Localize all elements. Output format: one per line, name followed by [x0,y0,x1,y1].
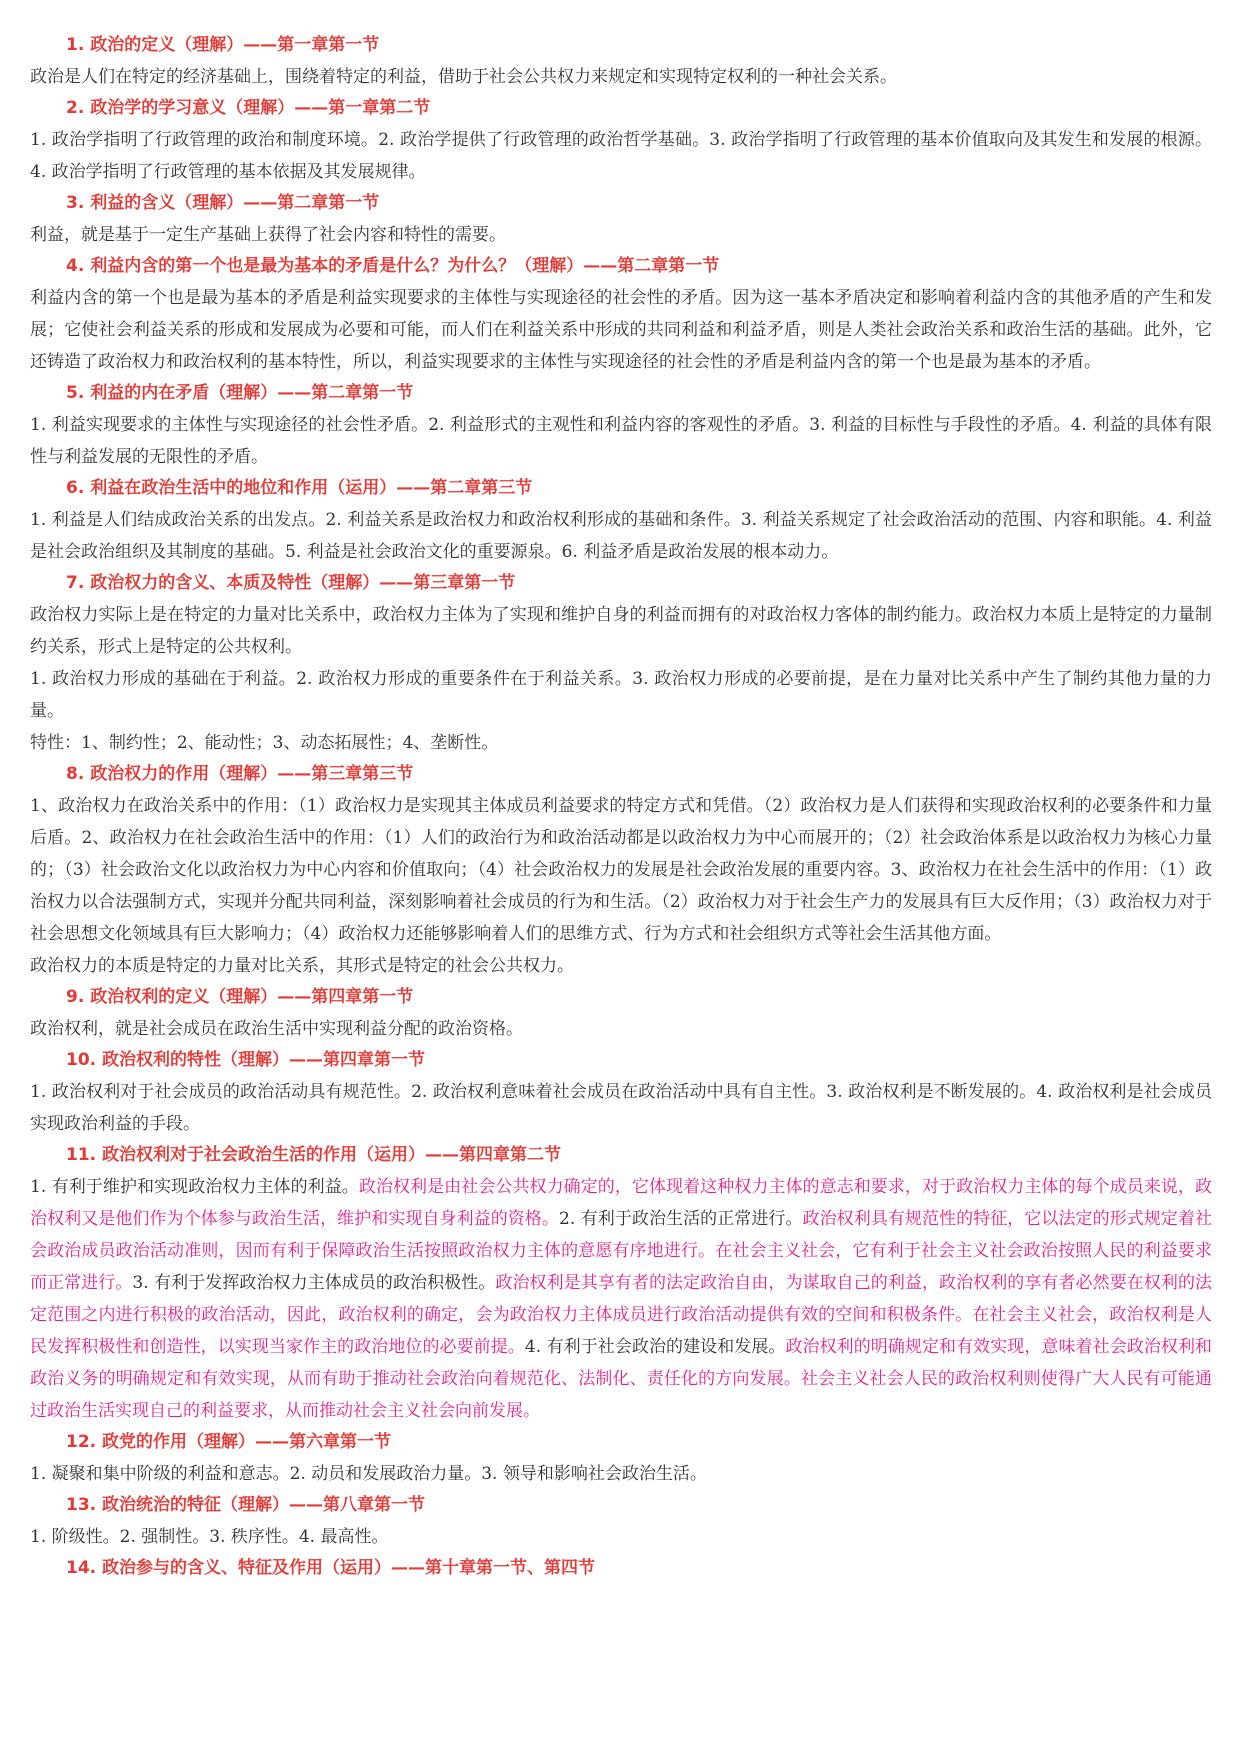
paragraph [30,504,1212,568]
section-7 [30,568,1212,759]
section-heading: 11. 政治权利对于社会政治生活的作用（运用）——第四章第二节 [66,1145,562,1165]
body-text: 特性：1、制约性；2、能动性；3、动态拓展性；4、垄断性。 [30,733,499,753]
body-text: 1. 政治权力形成的基础在于利益。2. 政治权力形成的重要条件在于利益关系。3. 政治权力形成的必要前提，是在力量对比关系中产生了制约其他力量的力量。 [30,669,1212,721]
body-text: 政治权力的本质是特定的力量对比关系，其形式是特定的社会公共权力。 [30,956,574,976]
section-13 [30,1490,1212,1553]
body-text: 政治权利，就是社会成员在政治生活中实现利益分配的政治资格。 [30,1019,523,1039]
paragraph [30,727,1212,759]
section-heading: 1. 政治的定义（理解）——第一章第一节 [66,35,380,55]
paragraph [30,1171,1212,1427]
paragraph [30,61,1212,93]
body-text: 4. 有利于社会政治的建设和发展。 [524,1337,786,1357]
section-8 [30,759,1212,982]
section-heading: 14. 政治参与的含义、特征及作用（运用）——第十章第一节、第四节 [66,1558,596,1578]
body-text: 政治是人们在特定的经济基础上，围绕着特定的利益，借助于社会公共权力来规定和实现特定权利的一种社会关系。 [30,67,897,87]
section-4 [30,251,1212,378]
section-heading: 9. 政治权利的定义（理解）——第四章第一节 [66,987,414,1007]
body-text: 1、政治权力在政治关系中的作用：（1）政治权力是实现其主体成员利益要求的特定方式和凭借。（2）政治权力是人们获得和实现政治权利的必要条件和力量后盾。2、政治权力在社会政治生活中的作用：（1）人们的政治行为和政治活动都是以政治权力为中心而展开的；（2）社会政治体系是以政治权力为核心力量的；（3）社会政治文化以政治权力为中心内容和价值取向；（4）社会政治权力的发展是社会政治发展的重要内容。3、政治权力在社会生活中的作用：（1）政治权力以合法强制方式，实现并分配共同利益，深刻影响着社会成员的行为和生活。（2）政治权力对于社会生产力的发展具有巨大反作用；（3）政治权力对于社会思想文化领域具有巨大影响力；（4）政治权力还能够影响着人们的思维方式、行为方式和社会组织方式等社会生活其他方面。 [30,796,1212,944]
section-heading: 4. 利益内含的第一个也是最为基本的矛盾是什么？为什么？（理解）——第二章第一节 [66,256,720,276]
section-14 [30,1553,1212,1584]
body-text: 政治权力实际上是在特定的力量对比关系中，政治权力主体为了实现和维护自身的利益而拥有的对政治权力客体的制约能力。政治权力本质上是特定的力量制约关系，形式上是特定的公共权利。 [30,605,1212,657]
paragraph [30,599,1212,663]
highlighted-text: 政治权利的明确规定和有效实现，意味着社会政治权利和政治义务的明确规定和有效实现，从而有助于推动社会政治向着规范化、法制化、责任化的方向发展。社会主义社会人民的政治权利则使得广大人民有可能通过政治生活实现自己的利益要求，从而推动社会主义社会向前发展。 [30,1337,1213,1421]
section-12 [30,1427,1212,1490]
section-3 [30,188,1212,251]
highlighted-text: 政治权利是其享有者的法定政治自由，为谋取自己的利益，政治权利的享有者必然要在权利的法定范围之内进行积极的政治活动，因此，政治权利的确定，会为政治权力主体成员进行政治活动提供有效的空间和积极条件。在社会主义社会，政治权利是人民发挥积极性和创造性，以实现当家作主的政治地位的必要前提。 [30,1273,1213,1357]
section-heading: 12. 政党的作用（理解）——第六章第一节 [66,1432,392,1452]
body-text: 1. 有利于维护和实现政治权力主体的利益。 [30,1177,359,1197]
body-text: 1. 凝聚和集中阶级的利益和意志。2. 动员和发展政治力量。3. 领导和影响社会政治生活。 [30,1464,707,1484]
paragraph [30,1013,1212,1045]
section-heading: 6. 利益在政治生活中的地位和作用（运用）——第二章第三节 [66,478,533,498]
paragraph [30,282,1212,378]
section-heading: 13. 政治统治的特征（理解）——第八章第一节 [66,1495,426,1515]
body-text: 1. 利益是人们结成政治关系的出发点。2. 利益关系是政治权力和政治权利形成的基础和条件。3. 利益关系规定了社会政治活动的范围、内容和职能。4. 利益是社会政治组织及其制度的基础。5. 利益是社会政治文化的重要源泉。6. 利益矛盾是政治发展的根本动力。 [30,510,1212,562]
body-text: 利益，就是基于一定生产基础上获得了社会内容和特性的需要。 [30,225,506,245]
paragraph [30,790,1212,950]
paragraph [30,409,1212,473]
section-heading: 2. 政治学的学习意义（理解）——第一章第二节 [66,98,431,118]
paragraph [30,1458,1212,1490]
section-1 [30,30,1212,93]
paragraph [30,124,1212,188]
body-text: 利益内含的第一个也是最为基本的矛盾是利益实现要求的主体性与实现途径的社会性的矛盾。因为这一基本矛盾决定和影响着利益内含的其他矛盾的产生和发展；它使社会利益关系的形成和发展成为必要和可能，而人们在利益关系中形成的共同利益和利益矛盾，则是人类社会政治关系和政治生活的基础。此外，它还铸造了政治权力和政治权利的基本特性，所以，利益实现要求的主体性与实现途径的社会性的矛盾是利益内含的第一个也是最为基本的矛盾。 [30,288,1212,372]
section-5 [30,378,1212,473]
body-text: 1. 政治权利对于社会成员的政治活动具有规范性。2. 政治权利意味着社会成员在政治活动中具有自主性。3. 政治权利是不断发展的。4. 政治权利是社会成员实现政治利益的手段。 [30,1082,1212,1134]
paragraph [30,1076,1212,1140]
document-page [30,30,1212,1584]
paragraph [30,663,1212,727]
section-heading: 8. 政治权力的作用（理解）——第三章第三节 [66,764,414,784]
body-text: 1. 政治学指明了行政管理的政治和制度环境。2. 政治学提供了行政管理的政治哲学基础。3. 政治学指明了行政管理的基本价值取向及其发生和发展的根源。4. 政治学指明了行政管理的基本依据及其发展规律。 [30,130,1212,182]
paragraph [30,1521,1212,1553]
section-10 [30,1045,1212,1140]
section-heading: 7. 政治权力的含义、本质及特性（理解）——第三章第一节 [66,573,516,593]
section-6 [30,473,1212,568]
paragraph [30,950,1212,982]
highlighted-text: 政治权利具有规范性的特征，它以法定的形式规定着社会政治成员政治活动准则，因而有利于保障政治生活按照政治权力主体的意愿有序地进行。在社会主义社会，它有利于社会主义社会政治按照人民的利益要求而正常进行。 [30,1209,1213,1293]
section-9 [30,982,1212,1045]
section-11 [30,1140,1212,1427]
section-heading: 10. 政治权利的特性（理解）——第四章第一节 [66,1050,426,1070]
highlighted-text: 政治权利是由社会公共权力确定的，它体现着这种权力主体的意志和要求，对于政治权力主体的每个成员来说，政治权利又是他们作为个体参与政治生活，维护和实现自身利益的资格。 [30,1177,1213,1229]
paragraph [30,219,1212,251]
body-text: 2. 有利于政治生活的正常进行。 [559,1209,803,1229]
section-2 [30,93,1212,188]
body-text: 1. 阶级性。2. 强制性。3. 秩序性。4. 最高性。 [30,1527,389,1547]
body-text: 3. 有利于发挥政治权力主体成员的政治积极性。 [132,1273,496,1293]
section-heading: 5. 利益的内在矛盾（理解）——第二章第一节 [66,383,414,403]
section-heading: 3. 利益的含义（理解）——第二章第一节 [66,193,380,213]
body-text: 1. 利益实现要求的主体性与实现途径的社会性矛盾。2. 利益形式的主观性和利益内容的客观性的矛盾。3. 利益的目标性与手段性的矛盾。4. 利益的具体有限性与利益发展的无限性的矛盾。 [30,415,1212,467]
